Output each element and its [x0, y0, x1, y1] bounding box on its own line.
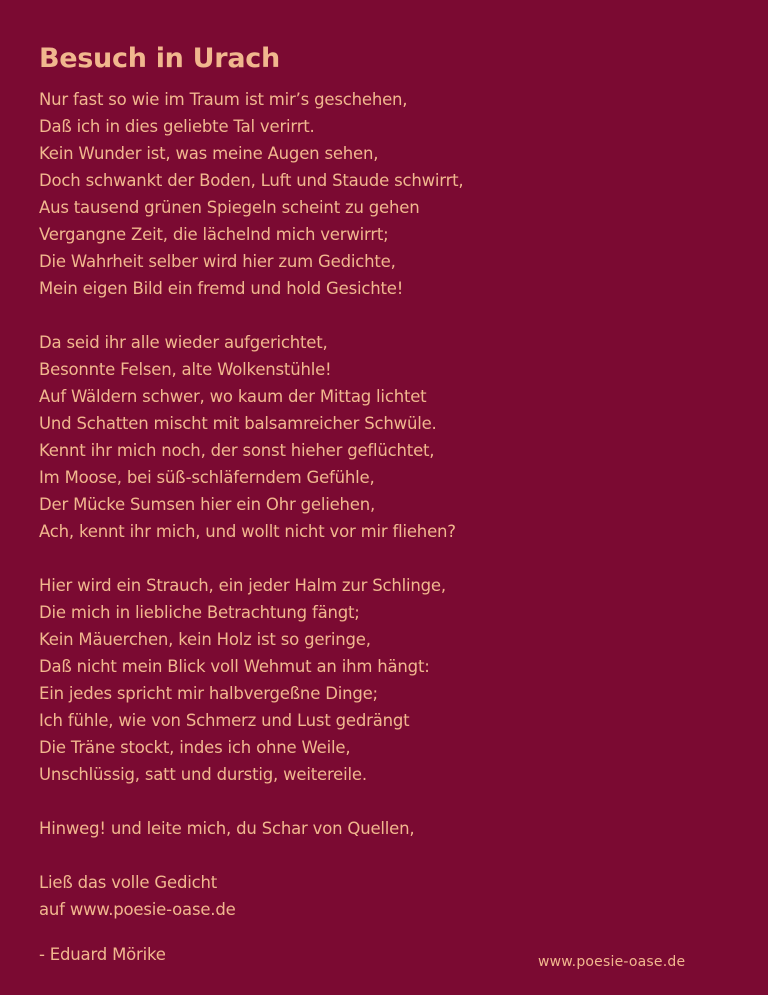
poem-title: Besuch in Urach [39, 43, 280, 74]
note-line: Ließ das volle Gedicht [39, 873, 218, 892]
poem-line: Hier wird ein Strauch, ein jeder Halm zur Schlinge, [39, 576, 446, 595]
poem-line: Im Moose, bei süß-schläferndem Gefühle, [39, 468, 375, 487]
poem-line: Ich fühle, wie von Schmerz und Lust gedrängt [39, 711, 410, 730]
poem-line: Daß nicht mein Blick voll Wehmut an ihm hängt: [39, 657, 430, 676]
poem-line: Nur fast so wie im Traum ist mir’s geschehen, [39, 90, 408, 109]
poem-line: Ach, kennt ihr mich, und wollt nicht vor mir fliehen? [39, 522, 456, 541]
poem-line: Die Wahrheit selber wird hier zum Gedichte, [39, 252, 396, 271]
poem-line: Die Träne stockt, indes ich ohne Weile, [39, 738, 351, 757]
poem-line: Aus tausend grünen Spiegeln scheint zu gehen [39, 198, 420, 217]
read-more-note [39, 869, 739, 923]
poem-line: Kein Mäuerchen, kein Holz ist so geringe, [39, 630, 371, 649]
poem-line: Der Mücke Sumsen hier ein Ohr geliehen, [39, 495, 376, 514]
poem-line: Daß ich in dies geliebte Tal verirrt. [39, 117, 315, 136]
stanza-3 [39, 572, 739, 788]
note-line: auf www.poesie-oase.de [39, 900, 236, 919]
poem-line: Kennt ihr mich noch, der sonst hieher geflüchtet, [39, 441, 435, 460]
poem-line: Doch schwankt der Boden, Luft und Staude schwirrt, [39, 171, 464, 190]
stanza-1 [39, 86, 739, 302]
poem-line: Ein jedes spricht mir halbvergeßne Dinge; [39, 684, 378, 703]
poem-line: Unschlüssig, satt und durstig, weitereile. [39, 765, 367, 784]
poem-line: Besonnte Felsen, alte Wolkenstühle! [39, 360, 332, 379]
poem-line: Mein eigen Bild ein fremd und hold Gesichte! [39, 279, 404, 298]
poem-line: Vergangne Zeit, die lächelnd mich verwirrt; [39, 225, 389, 244]
poem-line: Kein Wunder ist, was meine Augen sehen, [39, 144, 379, 163]
poem-line: Auf Wäldern schwer, wo kaum der Mittag lichtet [39, 387, 427, 406]
poem-line: Die mich in liebliche Betrachtung fängt; [39, 603, 360, 622]
poem-line: Und Schatten mischt mit balsamreicher Schwüle. [39, 414, 437, 433]
footer-site-url: www.poesie-oase.de [538, 954, 686, 970]
poem-author: - Eduard Mörike [39, 945, 166, 964]
poem-page [39, 40, 739, 968]
stanza-2 [39, 329, 739, 545]
poem-line: Da seid ihr alle wieder aufgerichtet, [39, 333, 328, 352]
poem-line: Hinweg! und leite mich, du Schar von Quellen, [39, 819, 415, 838]
stanza-4 [39, 815, 739, 842]
